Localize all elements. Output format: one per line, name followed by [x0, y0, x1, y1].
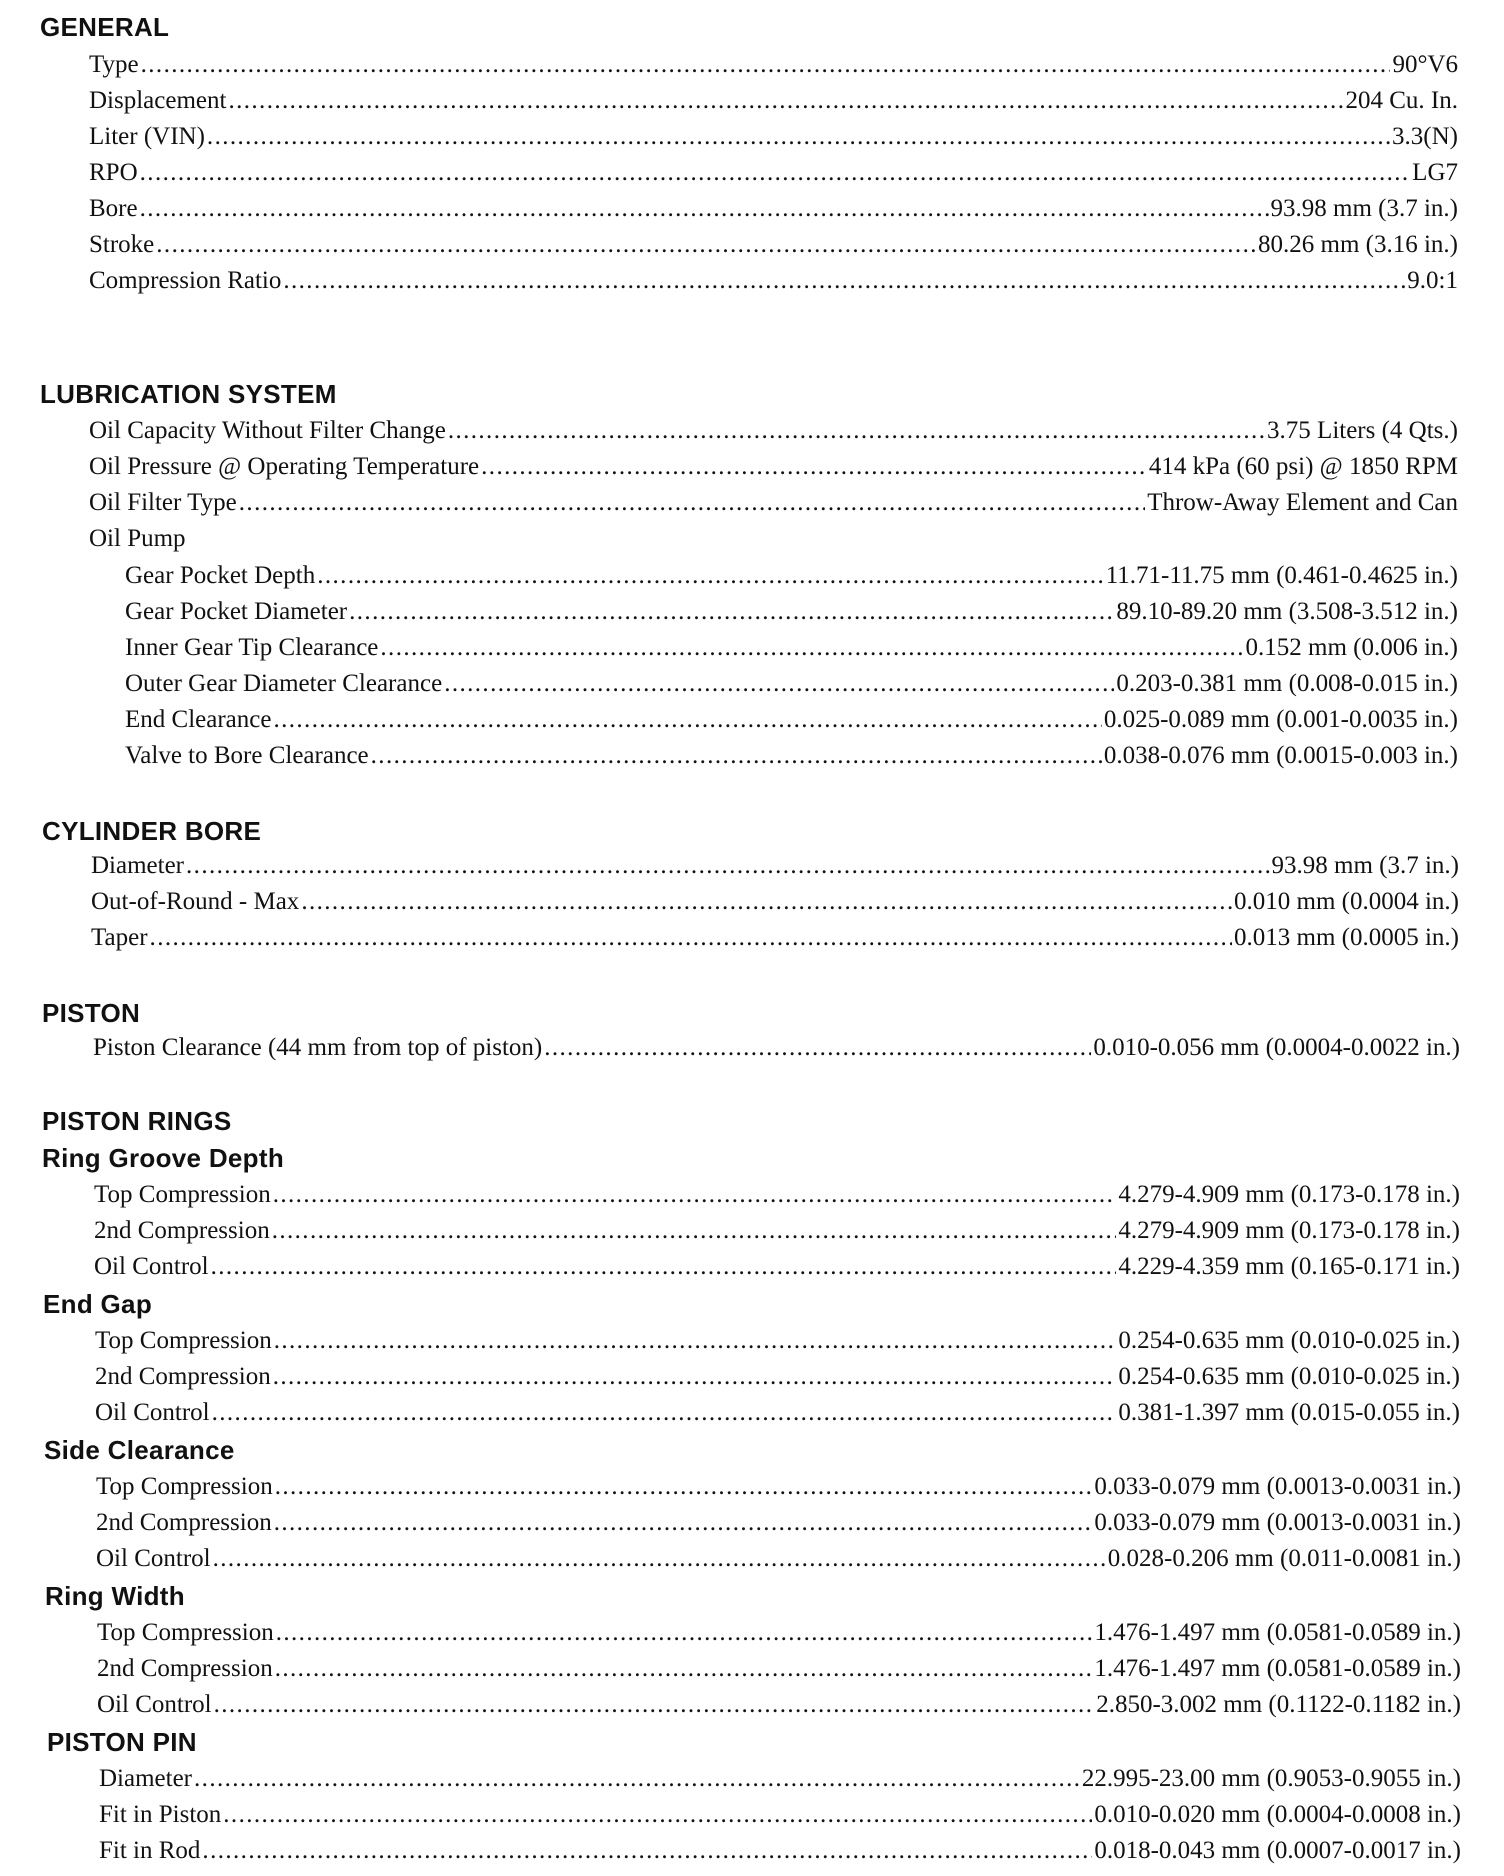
subsection-heading-side-clearance: Side Clearance [44, 1435, 235, 1465]
section-heading-piston: PISTON [42, 998, 141, 1028]
spec-row: 2nd Compression ..... 1.476-1.497 mm (0.0581-0.0589 in.) [97, 1654, 1461, 1684]
spec-row: Fit in Rod ..... 0.018-0.043 mm (0.0007-0.0017 in.) [99, 1836, 1461, 1866]
spec-row: Bore ..... 93.98 mm (3.7 in.) [89, 194, 1458, 224]
spec-row: End Clearance ..... 0.025-0.089 mm (0.001-0.0035 in.) [125, 705, 1458, 735]
spec-row: Inner Gear Tip Clearance ..... 0.152 mm (0.006 in.) [125, 633, 1458, 663]
spec-row: Fit in Piston ..... 0.010-0.020 mm (0.0004-0.0008 in.) [99, 1800, 1461, 1830]
spec-row: RPO ..... LG7 [89, 158, 1458, 188]
spec-row: Liter (VIN) ..... 3.3(N) [89, 122, 1458, 152]
spec-row: Compression Ratio ..... 9.0:1 [89, 266, 1458, 296]
spec-row: Oil Control ..... 0.381-1.397 mm (0.015-0.055 in.) [95, 1398, 1460, 1428]
spec-row: Valve to Bore Clearance ..... 0.038-0.076 mm (0.0015-0.003 in.) [125, 741, 1458, 771]
spec-row: 2nd Compression ..... 0.254-0.635 mm (0.010-0.025 in.) [95, 1362, 1460, 1392]
spec-row: Piston Clearance (44 mm from top of piston) ..... 0.010-0.056 mm (0.0004-0.0022 in.) [93, 1033, 1460, 1063]
spec-row: Top Compression ..... 0.033-0.079 mm (0.0013-0.0031 in.) [96, 1472, 1461, 1502]
spec-row: Top Compression ..... 0.254-0.635 mm (0.010-0.025 in.) [95, 1326, 1460, 1356]
spec-row: Top Compression ..... 4.279-4.909 mm (0.173-0.178 in.) [94, 1180, 1460, 1210]
spec-row: Oil Capacity Without Filter Change ..... 3.75 Liters (4 Qts.) [89, 416, 1458, 446]
spec-row: 2nd Compression ..... 4.279-4.909 mm (0.173-0.178 in.) [94, 1216, 1460, 1246]
spec-row: Gear Pocket Diameter ..... 89.10-89.20 mm (3.508-3.512 in.) [125, 597, 1458, 627]
spec-row: Top Compression ..... 1.476-1.497 mm (0.0581-0.0589 in.) [97, 1618, 1461, 1648]
spec-row: Gear Pocket Depth ..... 11.71-11.75 mm (0.461-0.4625 in.) [125, 561, 1458, 591]
spec-row: Oil Filter Type ..... Throw-Away Element and Can [89, 488, 1458, 518]
spec-row: Oil Control ..... 0.028-0.206 mm (0.011-0.0081 in.) [96, 1544, 1461, 1574]
subsection-heading-ring-groove-depth: Ring Groove Depth [42, 1143, 284, 1173]
spec-row: Diameter ..... 22.995-23.00 mm (0.9053-0.9055 in.) [99, 1764, 1461, 1794]
spec-row: Type ..... 90°V6 [89, 50, 1458, 80]
spec-row: Oil Control ..... 2.850-3.002 mm (0.1122-0.1182 in.) [97, 1690, 1461, 1720]
spec-row: Displacement ..... 204 Cu. In. [89, 86, 1458, 116]
subsection-label-oil-pump: Oil Pump [89, 525, 186, 552]
spec-row: Taper ..... 0.013 mm (0.0005 in.) [91, 923, 1459, 953]
section-heading-piston-pin: PISTON PIN [47, 1727, 197, 1757]
subsection-heading-ring-width: Ring Width [45, 1581, 185, 1611]
section-heading-general: GENERAL [40, 12, 170, 42]
subsection-heading-end-gap: End Gap [43, 1289, 152, 1319]
section-heading-cylinder-bore: CYLINDER BORE [42, 816, 262, 846]
spec-row: Oil Pressure @ Operating Temperature ..... 414 kPa (60 psi) @ 1850 RPM [89, 452, 1458, 482]
section-heading-piston-rings: PISTON RINGS [42, 1106, 232, 1136]
spec-row: Stroke ..... 80.26 mm (3.16 in.) [89, 230, 1458, 260]
spec-row: Out-of-Round - Max ..... 0.010 mm (0.0004 in.) [91, 887, 1459, 917]
spec-row: 2nd Compression ..... 0.033-0.079 mm (0.0013-0.0031 in.) [96, 1508, 1461, 1538]
spec-row: Diameter ..... 93.98 mm (3.7 in.) [91, 851, 1459, 881]
spec-row: Outer Gear Diameter Clearance ..... 0.203-0.381 mm (0.008-0.015 in.) [125, 669, 1458, 699]
spec-row: Oil Control ..... 4.229-4.359 mm (0.165-0.171 in.) [94, 1252, 1460, 1282]
section-heading-lubrication: LUBRICATION SYSTEM [40, 379, 337, 409]
